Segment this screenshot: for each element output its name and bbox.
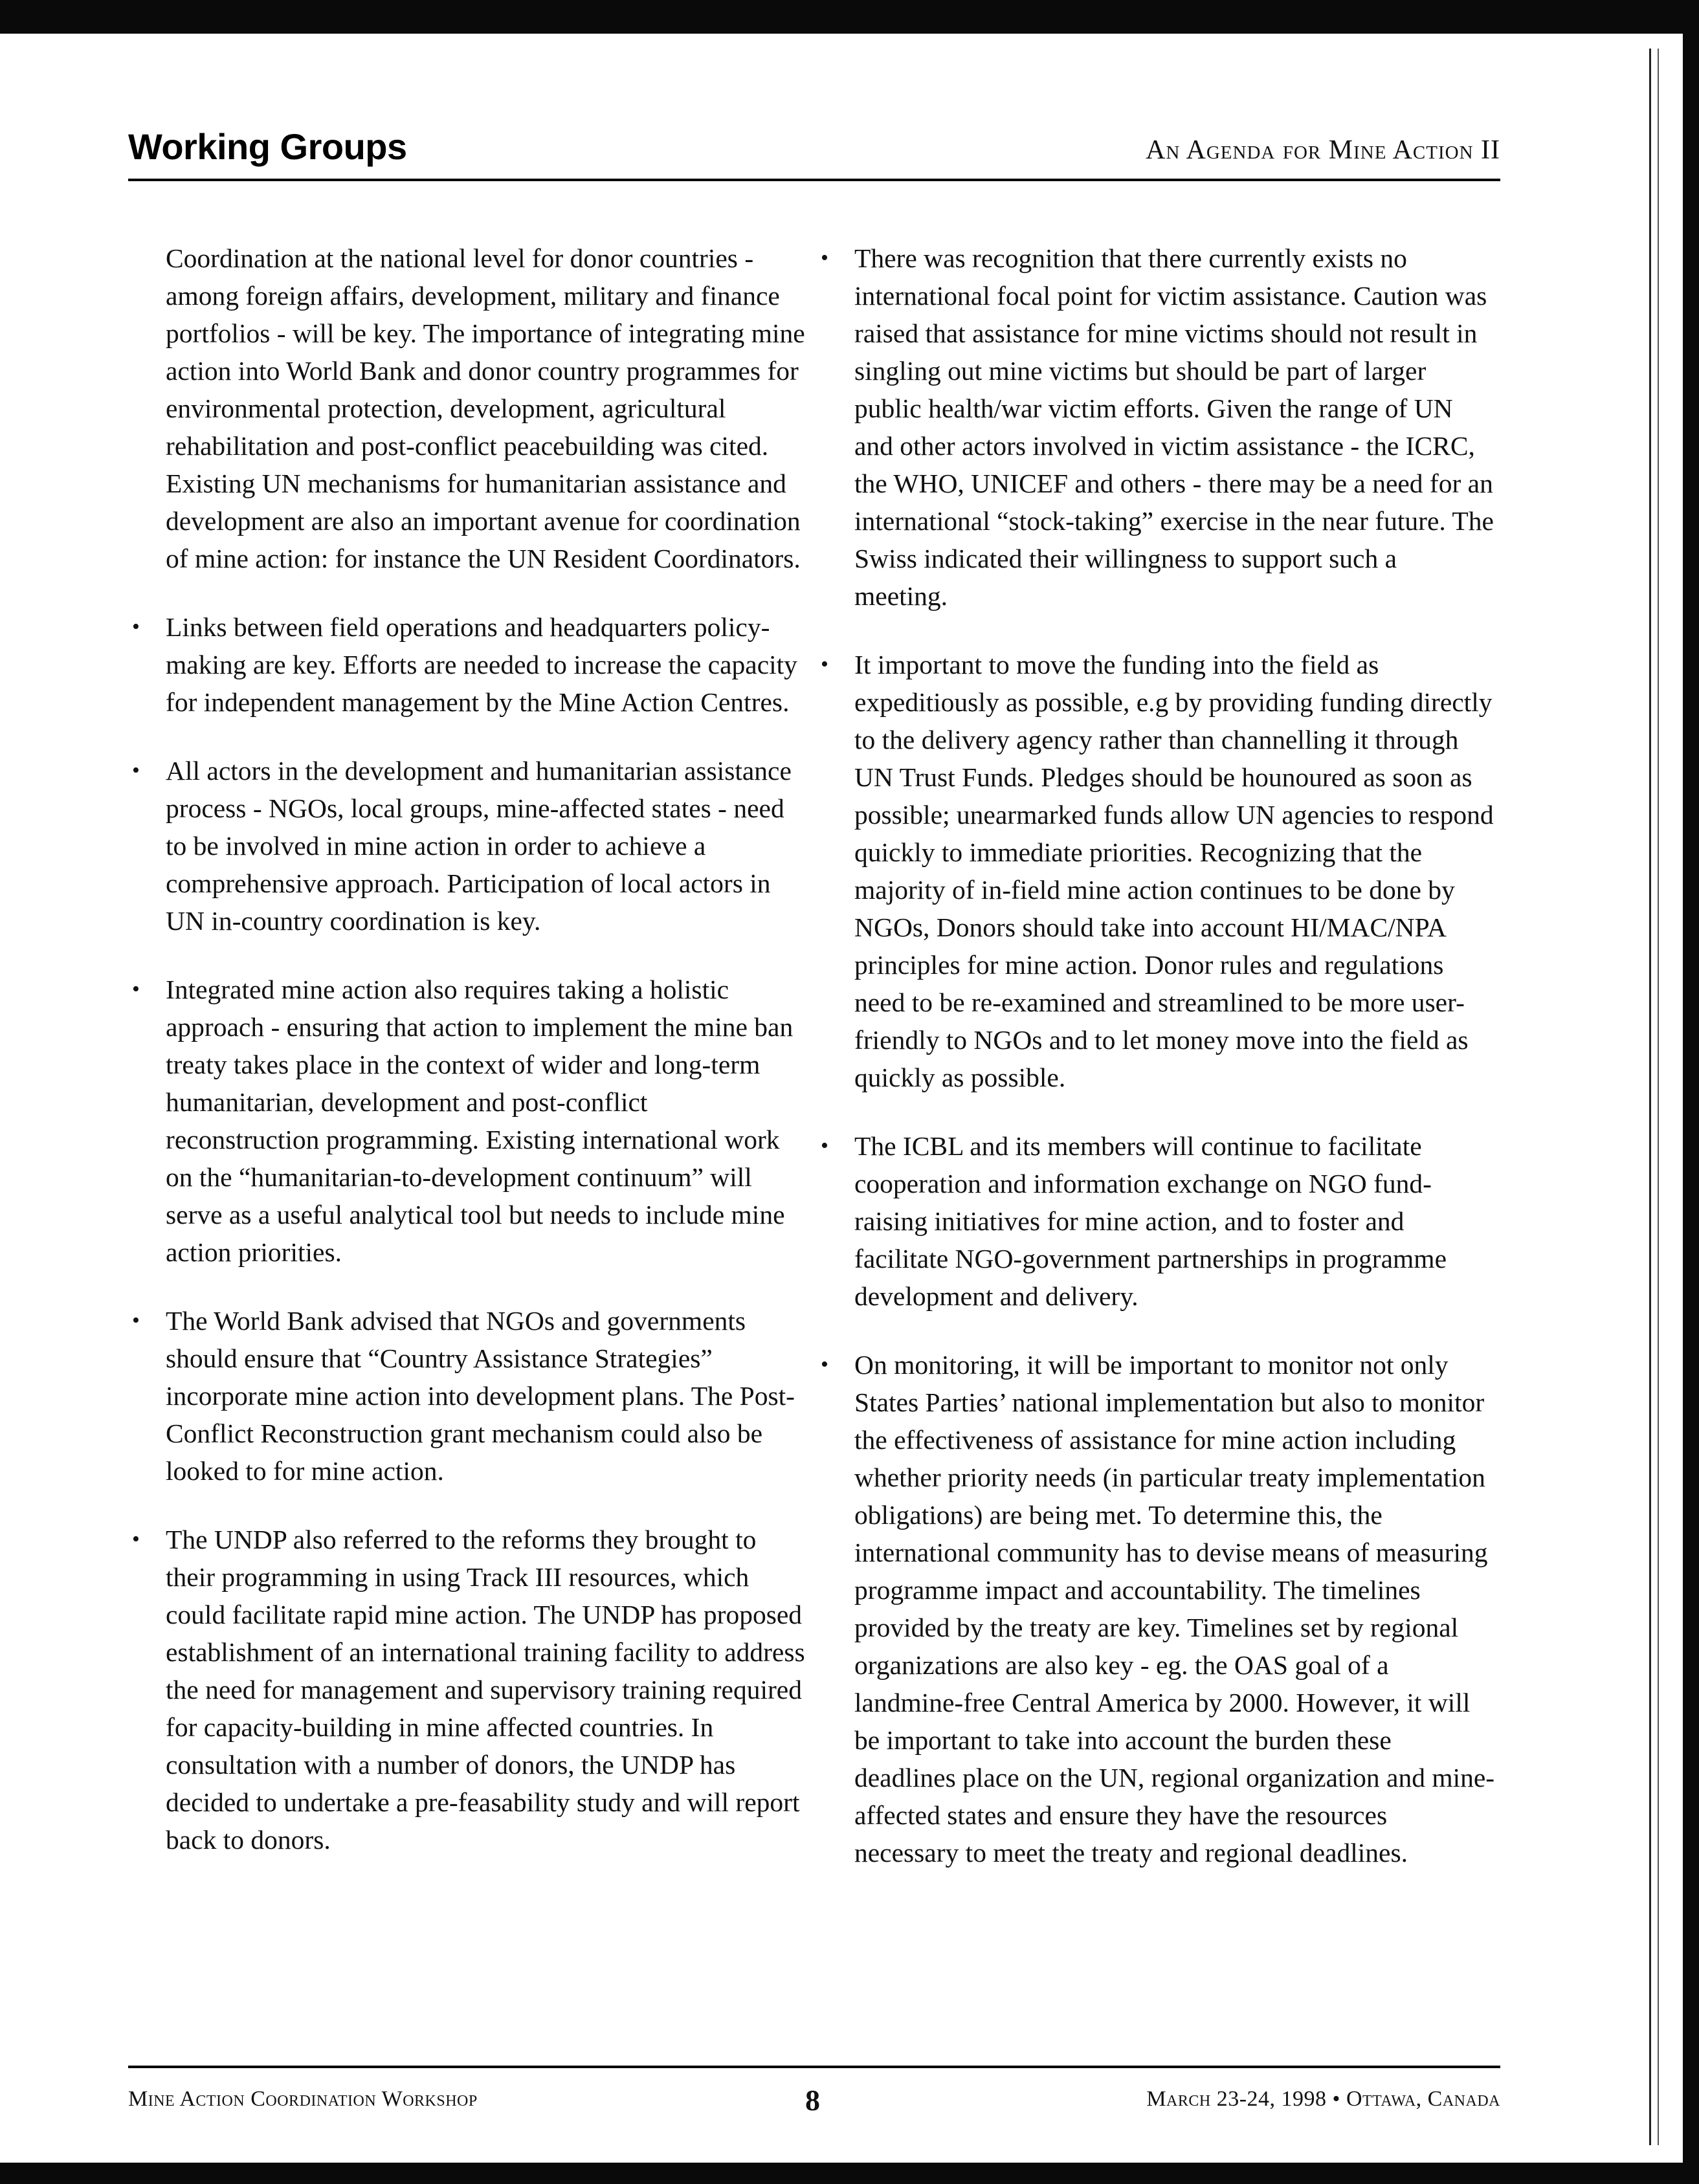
list-item <box>821 1127 1495 1315</box>
list-item-text: On monitoring, it will be important to monitor not only States Parties’ national implementation but also to monitor the effectiveness of assistance for mine action including whether priority needs (in particular treaty implementation obligations) are being met. To determine this, the international community has to devise means of measuring programme impact and accountability. The timelines provided by the treaty are key. Timelines set by regional organizations are also key - eg. the OAS goal of a landmine-free Central America by 2000. However, it will be important to take into account the burden these deadlines place on the UN, regional organization and mine-affected states and ensure they have the resources necessary to meet the treaty and regional deadlines. <box>854 1350 1495 1868</box>
list-item-text: Integrated mine action also requires taking a holistic approach - ensuring that action to implement the mine ban treaty takes place in the context of wider and long-term humanitarian, development and post-conflict reconstruction programming. Existing international work on the “humanitarian-to-development continuum” will serve as a useful analytical tool but needs to include mine action priorities. <box>166 975 794 1267</box>
list-item-text: Links between field operations and headquarters policy-making are key. Efforts are needed to increase the capacity for independent management by the Mine Action Centres. <box>166 612 797 717</box>
bullet-icon: • <box>132 758 140 782</box>
bullet-icon: • <box>821 652 828 676</box>
list-item-text: The World Bank advised that NGOs and governments should ensure that “Country Assistance Strategies” incorporate mine action into development plans. The Post-Conflict Reconstruction grant mechanism could also be looked to for mine action. <box>166 1306 795 1486</box>
list-item-text: The UNDP also referred to the reforms they brought to their programming in using Track III resources, which could facilitate rapid mine action. The UNDP has proposed establishment of an international training facility to address the need for management and supervisory training required for capacity-building in mine affected countries. In consultation with a number of donors, the UNDP has decided to undertake a pre-feasability study and will report back to donors. <box>166 1525 805 1855</box>
scan-top-border <box>0 0 1699 34</box>
list-item <box>132 1302 806 1490</box>
list-item <box>132 752 806 940</box>
page-footer <box>128 2084 1500 2126</box>
left-column <box>132 239 806 1890</box>
footer-rule <box>128 2066 1500 2068</box>
list-item-text: All actors in the development and humanitarian assistance process - NGOs, local groups, mine-affected states - need to be involved in mine action in order to achieve a comprehensive approach. Participation of local actors in UN in-country coordination is key. <box>166 756 792 936</box>
header-rule <box>128 179 1500 181</box>
bullet-icon: • <box>821 246 828 270</box>
bullet-icon: • <box>132 1308 140 1332</box>
list-item <box>132 608 806 721</box>
list-item-text: There was recognition that there currently exists no international focal point for victim assistance. Caution was raised that assistance for mine victims should not result in singling out mine victims but should be part of larger public health/war victim efforts. Given the range of UN and other actors involved in victim assistance - the ICRC, the WHO, UNICEF and others - there may be a need for an international “stock-taking” exercise in the near future. The Swiss indicated their willingness to support such a meeting. <box>854 243 1494 611</box>
page-number: 8 <box>805 2084 820 2117</box>
footer-workshop-title: Mine Action Coordination Workshop <box>128 2087 478 2111</box>
list-item-text: It important to move the funding into the field as expeditiously as possible, e.g by providing funding directly to the delivery agency rather than channelling it through UN Trust Funds. Pledges should be hounoured as soon as possible; unearmarked funds allow UN agencies to respond quickly to immediate priorities. Recognizing that the majority of in-field mine action continues to be done by NGOs, Donors should take into account HI/MAC/NPA principles for mine action. Donor rules and regulations need to be re-examined and streamlined to be more user-friendly to NGOs and to let money move into the field as quickly as possible. <box>854 650 1494 1092</box>
bullet-icon: • <box>132 615 140 639</box>
bullet-icon: • <box>821 1352 828 1376</box>
list-item <box>821 1346 1495 1871</box>
list-item <box>132 1521 806 1859</box>
scan-bottom-border <box>0 2163 1699 2184</box>
bullet-icon: • <box>132 1527 140 1551</box>
right-column <box>821 239 1495 1903</box>
scan-page-edge <box>1649 49 1659 2145</box>
section-title: Working Groups <box>128 126 407 167</box>
intro-paragraph: Coordination at the national level for donor countries - among foreign affairs, development, military and finance portfolios - will be key. The importance of integrating mine action into World Bank and donor country programmes for environmental protection, development, agricultural rehabilitation and post-conflict peacebuilding was cited. Existing UN mechanisms for humanitarian assistance and development are also an important avenue for coordination of mine action: for instance the UN Resident Coordinators. <box>166 243 805 573</box>
bullet-icon: • <box>821 1134 828 1158</box>
footer-date-location: March 23-24, 1998 • Ottawa, Canada <box>1146 2087 1500 2111</box>
list-item <box>821 239 1495 615</box>
publication-title: An Agenda for Mine Action II <box>1146 135 1500 165</box>
scan-right-border <box>1683 0 1699 2184</box>
list-item <box>821 646 1495 1096</box>
bullet-icon: • <box>132 977 140 1001</box>
list-item <box>132 971 806 1271</box>
page-header <box>128 123 1500 175</box>
list-item-text: The ICBL and its members will continue to facilitate cooperation and information exchange on NGO fund-raising initiatives for mine action, and to foster and facilitate NGO-government partnerships in programme development and delivery. <box>854 1131 1447 1311</box>
